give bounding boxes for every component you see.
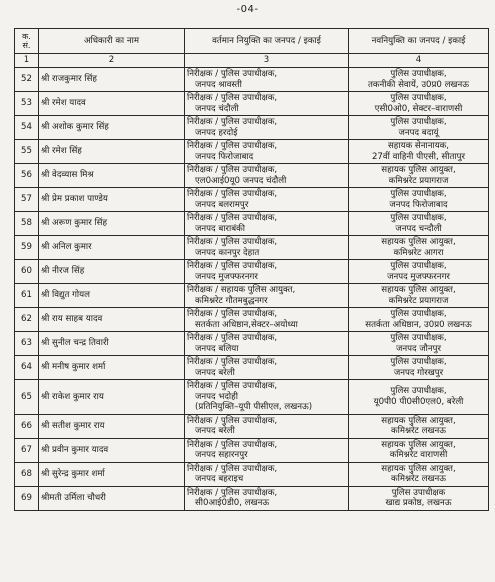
current-posting: [185, 284, 349, 308]
current-posting-line: (प्रतिनियुक्ति–यूपी पीसीएल, लखनऊ): [195, 402, 313, 412]
table-row: [15, 332, 489, 356]
current-posting-line: जनपद बाराबंकी: [195, 223, 245, 234]
table-row: [15, 260, 489, 284]
header-new-posting: नवनियुक्ति का जनपद / इकाई: [349, 29, 489, 54]
new-posting-line: सतर्कता अधिष्ठान, उ0प्र0 लखनऊ: [365, 319, 472, 330]
header-serial-number: क. सं.: [15, 29, 39, 54]
current-posting: [185, 188, 349, 212]
serial-number: 67: [15, 438, 39, 462]
serial-number: 53: [15, 92, 39, 116]
current-posting: [185, 462, 349, 486]
serial-number: 55: [15, 140, 39, 164]
table-row: [15, 308, 489, 332]
serial-number: 52: [15, 68, 39, 92]
officer-name: श्री रमेश सिंह: [39, 140, 185, 164]
column-number: 2: [39, 54, 185, 68]
officer-name: श्री अनिल कुमार: [39, 236, 185, 260]
column-number-row: [15, 54, 489, 68]
table-row: [15, 212, 489, 236]
new-posting-line: पुलिस उपाधीक्षक,: [390, 189, 447, 199]
new-posting-line: जनपद फिरोजाबाद: [389, 199, 448, 210]
table-row: [15, 140, 489, 164]
transfer-orders-table: [14, 28, 489, 511]
new-posting-line: सहायक सेनानायक,: [387, 141, 450, 151]
new-posting: [349, 92, 489, 116]
new-posting-line: जनपद मुजफ्फरनगर: [387, 271, 450, 282]
table-row: [15, 284, 489, 308]
new-posting-line: खाद्य प्रकोष्ठ, लखनऊ: [385, 498, 452, 508]
serial-number: 62: [15, 308, 39, 332]
new-posting: [349, 236, 489, 260]
current-posting: [185, 140, 349, 164]
column-number: 4: [349, 54, 489, 68]
current-posting: [185, 356, 349, 380]
new-posting-line: जनपद बदायूं: [398, 127, 439, 138]
serial-number: 64: [15, 356, 39, 380]
current-posting-line: जनपद चंदौली: [195, 103, 239, 114]
table-row: [15, 236, 489, 260]
table-row: [15, 188, 489, 212]
current-posting-line: जनपद बलिया: [195, 343, 239, 354]
current-posting-line: निरीक्षक / पुलिस उपाधीक्षक,: [187, 415, 278, 426]
table-row: [15, 486, 489, 510]
current-posting-line: निरीक्षक / पुलिस उपाधीक्षक,: [187, 69, 278, 79]
current-posting-line: निरीक्षक / पुलिस उपाधीक्षक,: [187, 117, 278, 127]
current-posting-line: जनपद बरेली: [195, 367, 235, 378]
current-posting-line: जनपद फिरोजाबाद: [195, 151, 254, 162]
officer-name: श्री मनीष कुमार शर्मा: [39, 356, 185, 380]
table-row: [15, 462, 489, 486]
table-row: [15, 380, 489, 415]
current-posting-line: निरीक्षक / सहायक पुलिस आयुक्त,: [187, 285, 296, 295]
new-posting-line: सहायक पुलिस आयुक्त,: [381, 439, 456, 450]
current-posting: [185, 68, 349, 92]
new-posting: [349, 164, 489, 188]
current-posting-line: निरीक्षक / पुलिस उपाधीक्षक,: [187, 357, 278, 367]
current-posting: [185, 414, 349, 438]
new-posting: [349, 462, 489, 486]
current-posting-line: सी0आई0डी0, लखनऊ: [195, 498, 270, 508]
new-posting-line: जनपद चन्दौली: [395, 223, 442, 234]
officer-name: श्री नीरज सिंह: [39, 260, 185, 284]
new-posting: [349, 332, 489, 356]
current-posting-line: निरीक्षक / पुलिस उपाधीक्षक,: [187, 487, 278, 498]
new-posting-line: सहायक पुलिस आयुक्त,: [381, 237, 456, 247]
new-posting-line: कमिश्नरेट प्रयागराज: [388, 175, 449, 186]
new-posting: [349, 212, 489, 236]
serial-number: 56: [15, 164, 39, 188]
current-posting: [185, 116, 349, 140]
new-posting-line: पुलिस उपाधीक्षक,: [390, 69, 447, 79]
new-posting-line: कमिश्नरेट प्रयागराज: [388, 295, 449, 306]
serial-number: 63: [15, 332, 39, 356]
current-posting-line: जनपद बहराइच: [195, 474, 244, 484]
officer-name: श्री प्रवीन कुमार यादव: [39, 438, 185, 462]
new-posting-line: सहायक पुलिस आयुक्त,: [381, 165, 456, 175]
current-posting-line: कमिश्नरेट गौतमबुद्धनगर: [195, 295, 268, 306]
table-row: [15, 116, 489, 140]
new-posting-line: पुलिस उपाधीक्षक,: [390, 213, 447, 223]
current-posting-line: सतर्कता अधिष्ठान,सेक्टर–अयोध्या: [195, 319, 298, 330]
current-posting-line: एल0आई0यू0 जनपद चंदौली: [195, 175, 287, 186]
serial-number: 68: [15, 462, 39, 486]
current-posting-line: जनपद बरेली: [195, 426, 235, 436]
current-posting: [185, 260, 349, 284]
officer-name: श्री विद्युत गोयल: [39, 284, 185, 308]
column-number: 1: [15, 54, 39, 68]
current-posting: [185, 236, 349, 260]
serial-number: 57: [15, 188, 39, 212]
new-posting: [349, 140, 489, 164]
page-number: -04-: [236, 4, 259, 15]
officer-name: श्री सुरेन्द्र कुमार शर्मा: [39, 462, 185, 486]
current-posting: [185, 308, 349, 332]
officer-name: श्री राय साहब यादव: [39, 308, 185, 332]
new-posting-line: पुलिस उपाधीक्षक,: [390, 93, 447, 103]
current-posting-line: निरीक्षक / पुलिस उपाधीक्षक,: [187, 213, 278, 223]
current-posting-line: निरीक्षक / पुलिस उपाधीक्षक,: [187, 237, 278, 247]
table-row: [15, 356, 489, 380]
serial-number: 54: [15, 116, 39, 140]
officer-name: श्री राजकुमार सिंह: [39, 68, 185, 92]
header-officer-name: अधिकारी का नाम: [39, 29, 185, 54]
current-posting-line: जनपद बलरामपुर: [195, 199, 249, 210]
current-posting-line: जनपद भदोही: [195, 391, 238, 402]
current-posting-line: निरीक्षक / पुलिस उपाधीक्षक,: [187, 93, 278, 103]
table-row: [15, 68, 489, 92]
officer-name: श्री अशोक कुमार सिंह: [39, 116, 185, 140]
table-row: [15, 414, 489, 438]
current-posting-line: जनपद कानपुर देहात: [195, 247, 260, 258]
serial-number: 69: [15, 486, 39, 510]
current-posting-line: जनपद सहारनपुर: [195, 450, 248, 460]
current-posting-line: निरीक्षक / पुलिस उपाधीक्षक,: [187, 261, 278, 271]
new-posting-line: जनपद गोरखपुर: [393, 367, 444, 378]
new-posting-line: सहायक पुलिस आयुक्त,: [381, 463, 456, 474]
current-posting: [185, 212, 349, 236]
current-posting: [185, 164, 349, 188]
current-posting-line: निरीक्षक / पुलिस उपाधीक्षक,: [187, 189, 278, 199]
new-posting-line: कमिश्नरेट वाराणसी: [389, 450, 448, 460]
new-posting-line: पुलिस उपाधीक्षक,: [390, 309, 447, 319]
new-posting-line: पुलिस उपाधीक्षक,: [390, 261, 447, 271]
new-posting: [349, 438, 489, 462]
new-posting-line: कमिश्नरेट लखनऊ: [391, 474, 446, 484]
current-posting: [185, 438, 349, 462]
current-posting-line: निरीक्षक / पुलिस उपाधीक्षक,: [187, 463, 278, 474]
current-posting: [185, 380, 349, 415]
current-posting-line: निरीक्षक / पुलिस उपाधीक्षक,: [187, 439, 278, 450]
officer-name: श्री प्रेम प्रकाश पाण्डेय: [39, 188, 185, 212]
serial-number: 60: [15, 260, 39, 284]
table-row: [15, 92, 489, 116]
new-posting-line: सहायक पुलिस आयुक्त,: [381, 285, 456, 295]
current-posting-line: जनपद श्रावस्ती: [195, 79, 242, 90]
serial-number: 59: [15, 236, 39, 260]
new-posting: [349, 116, 489, 140]
current-posting: [185, 332, 349, 356]
new-posting-line: तकनीकी सेवायें, उ0प्र0 लखनऊ: [368, 79, 469, 90]
new-posting-line: यू0पी0 पी0सी0एल0, बरेली: [373, 396, 464, 407]
column-number: 3: [185, 54, 349, 68]
serial-number: 58: [15, 212, 39, 236]
officer-name: श्री राकेश कुमार राय: [39, 380, 185, 415]
current-posting: [185, 486, 349, 510]
header-current-posting: वर्तमान नियुक्ति का जनपद / इकाई: [185, 29, 349, 54]
table-row: [15, 438, 489, 462]
new-posting-line: सहायक पुलिस आयुक्त,: [381, 415, 456, 426]
new-posting-line: पुलिस उपाधीक्षक: [391, 487, 446, 498]
officer-name: श्री सतीश कुमार राय: [39, 414, 185, 438]
officer-name: श्री अरूण कुमार सिंह: [39, 212, 185, 236]
new-posting: [349, 380, 489, 415]
new-posting-line: कमिश्नरेट आगरा: [393, 247, 444, 258]
new-posting: [349, 188, 489, 212]
current-posting-line: निरीक्षक / पुलिस उपाधीक्षक,: [187, 381, 278, 391]
current-posting-line: निरीक्षक / पुलिस उपाधीक्षक,: [187, 141, 278, 151]
new-posting-line: कमिश्नरेट लखनऊ: [391, 426, 446, 436]
new-posting: [349, 356, 489, 380]
new-posting-line: पुलिस उपाधीक्षक,: [390, 333, 447, 343]
new-posting-line: जनपद जौनपुर: [395, 343, 442, 354]
table-row: [15, 164, 489, 188]
officer-name: श्री रमेश यादव: [39, 92, 185, 116]
new-posting: [349, 414, 489, 438]
new-posting: [349, 284, 489, 308]
serial-number: 65: [15, 380, 39, 415]
new-posting: [349, 260, 489, 284]
current-posting-line: जनपद मुजफ्फरनगर: [195, 271, 258, 282]
current-posting-line: निरीक्षक / पुलिस उपाधीक्षक,: [187, 333, 278, 343]
current-posting: [185, 92, 349, 116]
new-posting-line: एसी0ओ0, सेक्टर–वाराणसी: [374, 103, 463, 114]
new-posting: [349, 486, 489, 510]
new-posting: [349, 68, 489, 92]
new-posting-line: पुलिस उपाधीक्षक,: [390, 117, 447, 127]
new-posting-line: 27वीं वाहिनी पीएसी, सीतापुर: [371, 151, 466, 162]
officer-name: श्रीमती उर्मिला चौधरी: [39, 486, 185, 510]
officer-name: श्री सुनील चन्द्र तिवारी: [39, 332, 185, 356]
new-posting-line: पुलिस उपाधीक्षक,: [390, 386, 447, 397]
table-header-row: [15, 29, 489, 54]
current-posting-line: जनपद हरदोई: [195, 127, 238, 138]
current-posting-line: निरीक्षक / पुलिस उपाधीक्षक,: [187, 309, 278, 319]
serial-number: 61: [15, 284, 39, 308]
serial-number: 66: [15, 414, 39, 438]
new-posting-line: पुलिस उपाधीक्षक,: [390, 357, 447, 367]
current-posting-line: निरीक्षक / पुलिस उपाधीक्षक,: [187, 165, 278, 175]
officer-name: श्री वेदव्यास मिश्र: [39, 164, 185, 188]
new-posting: [349, 308, 489, 332]
